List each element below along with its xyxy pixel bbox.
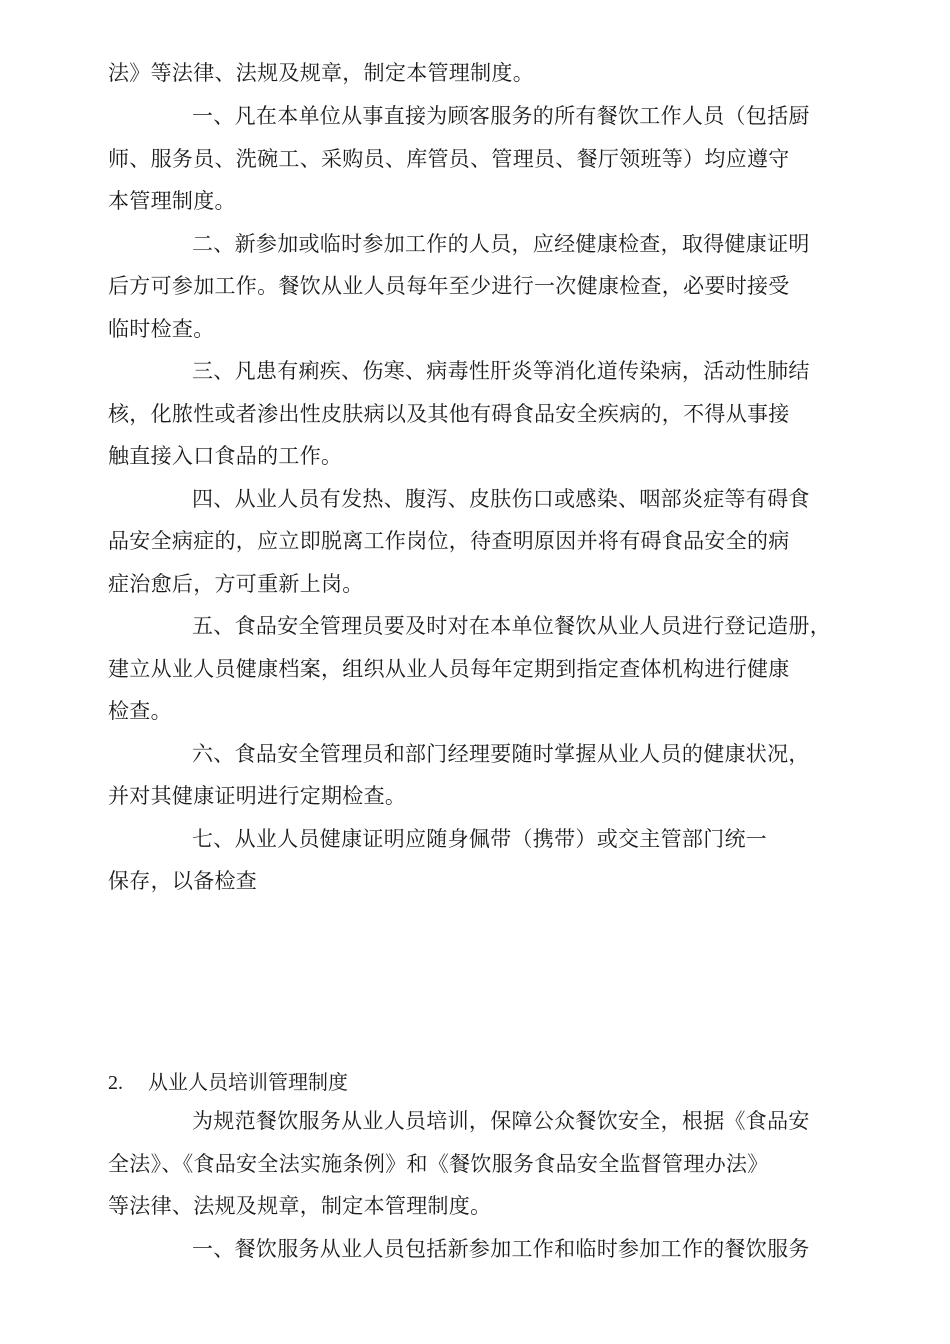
section-heading	[108, 1067, 348, 1098]
paragraph-line: 临时检查。	[108, 317, 215, 341]
paragraph-line: 症治愈后，方可重新上岗。	[108, 572, 364, 596]
paragraph-line: 法》等法律、法规及规章，制定本管理制度。	[108, 61, 534, 85]
paragraph-line: 一、餐饮服务从业人员包括新参加工作和临时参加工作的餐饮服务	[192, 1237, 810, 1261]
paragraph-line: 检查。	[108, 699, 172, 723]
paragraph-line: 等法律、法规及规章，制定本管理制度。	[108, 1194, 492, 1218]
paragraph-line: 保存，以备检查	[108, 869, 258, 893]
paragraph-line: 六、食品安全管理员和部门经理要随时掌握从业人员的健康状况，	[192, 742, 810, 766]
section-number: 2.	[108, 1072, 123, 1094]
paragraph-line: 一、凡在本单位从事直接为顾客服务的所有餐饮工作人员（包括厨	[192, 104, 810, 128]
paragraph-line: 四、从业人员有发热、腹泻、皮肤伤口或感染、咽部炎症等有碍食	[192, 487, 810, 511]
paragraph-line: 七、从业人员健康证明应随身佩带（携带）或交主管部门统一	[192, 827, 768, 851]
paragraph-line: 五、食品安全管理员要及时对在本单位餐饮从业人员进行登记造册，	[192, 614, 831, 638]
paragraph-line: 全法》、《食品安全法实施条例》和《餐饮服务食品安全监督管理办法》	[108, 1152, 769, 1176]
paragraph-line: 三、凡患有痢疾、伤寒、病毒性肝炎等消化道传染病，活动性肺结	[192, 359, 810, 383]
paragraph-line: 触直接入口食品的工作。	[108, 444, 343, 468]
section-title: 从业人员培训管理制度	[148, 1070, 348, 1094]
paragraph-line: 师、服务员、洗碗工、采购员、库管员、管理员、餐厅领班等）均应遵守	[108, 147, 790, 171]
paragraph-line: 建立从业人员健康档案，组织从业人员每年定期到指定查体机构进行健康	[108, 657, 790, 681]
paragraph-line: 核，化脓性或者渗出性皮肤病以及其他有碍食品安全疾病的，不得从事接	[108, 402, 790, 426]
paragraph-line: 品安全病症的，应立即脱离工作岗位，待查明原因并将有碍食品安全的病	[108, 529, 790, 553]
paragraph-line: 为规范餐饮服务从业人员培训，保障公众餐饮安全，根据《食品安	[192, 1109, 810, 1133]
paragraph-line: 二、新参加或临时参加工作的人员，应经健康检查，取得健康证明	[192, 232, 810, 256]
paragraph-line: 本管理制度。	[108, 189, 236, 213]
paragraph-line: 后方可参加工作。餐饮从业人员每年至少进行一次健康检查，必要时接受	[108, 274, 790, 298]
paragraph-line: 并对其健康证明进行定期检查。	[108, 784, 407, 808]
